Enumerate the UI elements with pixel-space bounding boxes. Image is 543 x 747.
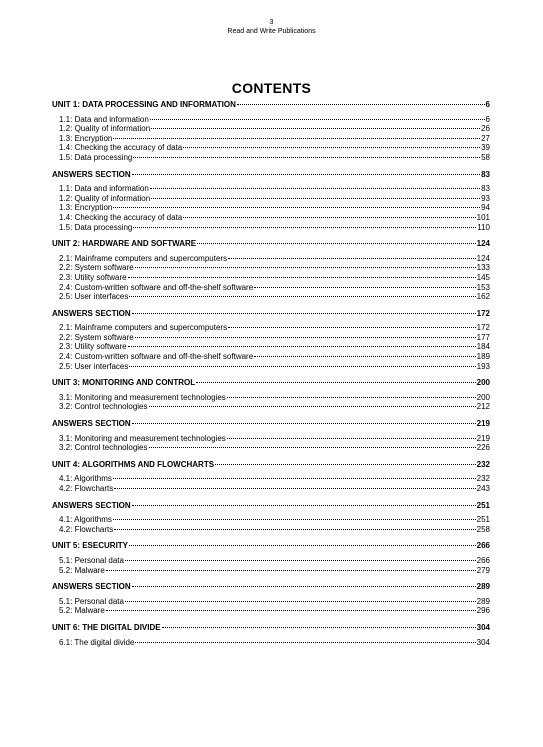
dot-leader xyxy=(149,447,476,448)
toc-entry xyxy=(52,342,490,352)
toc-entry xyxy=(52,134,490,144)
toc-entry-label: 5.1: Personal data xyxy=(59,555,124,565)
toc-page-number: 133 xyxy=(476,263,490,273)
dot-leader xyxy=(237,104,485,105)
dot-leader xyxy=(254,356,475,357)
toc-entry-label: 1.1: Data and information xyxy=(59,114,149,124)
toc-entry-label: 2.1: Mainframe computers and supercomputers xyxy=(59,253,228,263)
toc-section-heading xyxy=(52,170,490,180)
toc-entry-label: 2.3: Utility software xyxy=(59,342,127,352)
toc-entry-label: ANSWERS SECTION xyxy=(52,419,131,429)
toc-entry xyxy=(52,566,490,576)
dot-leader xyxy=(106,570,476,571)
toc-page-number: 189 xyxy=(476,352,490,362)
toc-entry xyxy=(52,203,490,213)
toc-entry xyxy=(52,283,490,293)
toc-entry xyxy=(52,402,490,412)
toc-page-number: 153 xyxy=(476,282,490,292)
dot-leader xyxy=(106,610,476,611)
toc-entry-label: UNIT 3: MONITORING AND CONTROL xyxy=(52,378,196,388)
toc-page-number: 145 xyxy=(476,272,490,282)
toc-page-number: 219 xyxy=(476,433,490,443)
dot-leader xyxy=(113,207,480,208)
dot-leader xyxy=(132,313,476,314)
dot-leader xyxy=(150,188,480,189)
dot-leader xyxy=(197,243,475,244)
dot-leader xyxy=(132,505,476,506)
toc-section-heading xyxy=(52,541,490,551)
dot-leader xyxy=(151,128,480,129)
toc-entry-label: 6.1: The digital divide xyxy=(59,637,135,647)
toc-page-number: 93 xyxy=(481,193,490,203)
toc-entry-label: 1.3: Encryption xyxy=(59,203,113,213)
contents-title: CONTENTS xyxy=(231,80,312,96)
dot-leader xyxy=(129,545,476,546)
toc-entry-label: UNIT 6: THE DIGITAL DIVIDE xyxy=(52,622,161,632)
toc-entry xyxy=(52,515,490,525)
toc-section-heading xyxy=(52,623,490,633)
toc-entry-label: 1.4: Checking the accuracy of data xyxy=(59,212,183,222)
toc-entry-label: UNIT 4: ALGORITHMS AND FLOWCHARTS xyxy=(52,459,215,469)
toc-page-number: 172 xyxy=(476,308,490,318)
toc-entry xyxy=(52,184,490,194)
dot-leader xyxy=(125,560,476,561)
dot-leader xyxy=(151,198,480,199)
toc-entry xyxy=(52,443,490,453)
dot-leader xyxy=(113,138,480,139)
dot-leader xyxy=(135,267,476,268)
toc-page-number: 279 xyxy=(476,565,490,575)
toc-entry-label: 1.1: Data and information xyxy=(59,184,149,194)
toc-entry-label: 1.4: Checking the accuracy of data xyxy=(59,143,183,153)
dot-leader xyxy=(228,327,476,328)
toc-page-number: 26 xyxy=(481,124,490,134)
dot-leader xyxy=(125,601,476,602)
toc-page-number: 289 xyxy=(476,582,490,592)
toc-page-number: 83 xyxy=(481,184,490,194)
dot-leader xyxy=(129,296,475,297)
toc-page-number: 200 xyxy=(476,392,490,402)
dot-leader xyxy=(113,519,476,520)
toc-entry-label: UNIT 5: ESECURITY xyxy=(52,541,129,551)
toc-entry-label: 2.5: User interfaces xyxy=(59,292,129,302)
toc-page-number: 124 xyxy=(476,253,490,263)
toc-page-number: 184 xyxy=(476,342,490,352)
toc-entry xyxy=(52,292,490,302)
toc-section-heading xyxy=(52,239,490,249)
toc-entry-label: 2.4: Custom-written software and off-the-shelf software xyxy=(59,352,254,362)
toc-page-number: 110 xyxy=(477,222,490,232)
dot-leader xyxy=(132,174,480,175)
toc-page-number: 6 xyxy=(485,114,490,124)
dot-leader xyxy=(132,423,476,424)
toc-page-number: 101 xyxy=(476,212,490,222)
toc-entry xyxy=(52,273,490,283)
toc-page-number: 243 xyxy=(476,484,490,493)
toc-entry-label: 1.2: Quality of information xyxy=(59,193,151,203)
toc-entry-label: ANSWERS SECTION xyxy=(52,500,131,510)
toc-page-number: 251 xyxy=(476,500,490,510)
toc-entry xyxy=(52,597,490,607)
toc-page-number: 219 xyxy=(476,419,490,429)
toc-page-number: 232 xyxy=(476,459,490,469)
toc-entry-label: 1.5: Data processing xyxy=(59,152,133,162)
toc-entry-label: ANSWERS SECTION xyxy=(52,582,131,592)
toc-entry-label: 2.3: Utility software xyxy=(59,272,127,282)
dot-leader xyxy=(227,397,476,398)
dot-leader xyxy=(128,277,476,278)
dot-leader xyxy=(135,337,476,338)
toc-page-number: 304 xyxy=(476,637,490,647)
toc-entry xyxy=(52,323,490,333)
dot-leader xyxy=(132,586,476,587)
toc-entry-label: 1.2: Quality of information xyxy=(59,124,151,134)
toc-section-heading xyxy=(52,100,490,110)
toc-entry xyxy=(52,333,490,343)
toc-page-number: 58 xyxy=(481,152,490,162)
toc-section-heading xyxy=(52,419,490,429)
toc-entry-label: UNIT 2: HARDWARE AND SOFTWARE xyxy=(52,239,197,249)
dot-leader xyxy=(227,438,476,439)
page-number: 3 xyxy=(269,19,274,26)
toc-entry-label: 4.1: Algorithms xyxy=(59,515,112,525)
toc-entry xyxy=(52,484,490,494)
toc-entry-label: 5.2: Malware xyxy=(59,606,105,616)
toc-entry xyxy=(52,525,490,535)
toc-entry xyxy=(52,115,490,125)
toc-page-number: 296 xyxy=(476,606,490,616)
publisher-name: Read and Write Publications xyxy=(227,28,316,35)
toc-entry-label: 2.1: Mainframe computers and supercomputers xyxy=(59,323,228,333)
toc-section-heading xyxy=(52,309,490,319)
dot-leader xyxy=(150,119,485,120)
toc-page-number: 266 xyxy=(476,541,490,551)
toc-page-number: 266 xyxy=(476,555,490,565)
toc-page-number: 304 xyxy=(476,622,490,632)
toc-entry xyxy=(52,213,490,223)
toc-page-number: 162 xyxy=(476,292,490,302)
toc-entry xyxy=(52,393,490,403)
dot-leader xyxy=(196,382,476,383)
toc-entry-label: 4.2: Flowcharts xyxy=(59,484,114,493)
toc-entry-label: 4.2: Flowcharts xyxy=(59,524,114,534)
dot-leader xyxy=(114,529,475,530)
toc-entry-label: 2.2: System software xyxy=(59,332,134,342)
toc-entry-label: 3.1: Monitoring and measurement technologies xyxy=(59,392,226,402)
dot-leader xyxy=(183,217,475,218)
toc-entry-label: 2.2: System software xyxy=(59,263,134,273)
toc-entry xyxy=(52,254,490,264)
toc-page-number: 172 xyxy=(476,323,490,333)
toc-section-heading xyxy=(52,378,490,388)
toc-page-number: 177 xyxy=(476,332,490,342)
toc-entry-label: 4.1: Algorithms xyxy=(59,474,112,484)
toc-entry-label: ANSWERS SECTION xyxy=(52,169,131,179)
toc-entry xyxy=(52,474,490,484)
toc-page-number: 289 xyxy=(476,596,490,606)
toc-entry-label: 1.5: Data processing xyxy=(59,222,133,232)
dot-leader xyxy=(254,287,475,288)
toc-page-number: 193 xyxy=(476,361,490,371)
toc-entry-label: 5.2: Malware xyxy=(59,565,105,575)
toc-entry-label: 5.1: Personal data xyxy=(59,596,124,606)
dot-leader xyxy=(113,478,476,479)
toc-entry xyxy=(52,362,490,372)
dot-leader xyxy=(183,147,480,148)
toc-page-number: 83 xyxy=(481,169,490,179)
toc-entry xyxy=(52,194,490,204)
toc-entry-label: 3.2: Control technologies xyxy=(59,402,148,412)
toc-page-number: 251 xyxy=(476,515,490,525)
toc-entry xyxy=(52,556,490,566)
toc-entry-label: 3.2: Control technologies xyxy=(59,443,148,453)
toc-entry-label: ANSWERS SECTION xyxy=(52,308,131,318)
toc-section-heading xyxy=(52,460,490,470)
toc-entry xyxy=(52,263,490,273)
toc-page-number: 200 xyxy=(476,378,490,388)
toc-page-number: 212 xyxy=(476,402,490,412)
dot-leader xyxy=(128,346,476,347)
dot-leader xyxy=(162,627,476,628)
toc-entry-label: 1.3: Encryption xyxy=(59,133,113,143)
toc-entry-label: UNIT 1: DATA PROCESSING AND INFORMATION xyxy=(52,100,236,109)
toc-page-number: 124 xyxy=(476,239,490,249)
toc-entry xyxy=(52,124,490,134)
dot-leader xyxy=(215,464,476,465)
toc-entry xyxy=(52,153,490,163)
dot-leader xyxy=(228,258,476,259)
toc-entry xyxy=(52,606,490,616)
dot-leader xyxy=(135,642,475,643)
toc-entry xyxy=(52,223,490,233)
toc-entry xyxy=(52,143,490,153)
toc-entry xyxy=(52,434,490,444)
toc-entry-label: 2.4: Custom-written software and off-the-shelf software xyxy=(59,282,254,292)
toc-entry-label: 3.1: Monitoring and measurement technologies xyxy=(59,433,226,443)
toc-page-number: 39 xyxy=(481,143,490,153)
dot-leader xyxy=(133,157,480,158)
toc-page-number: 258 xyxy=(476,524,490,534)
toc-section-heading xyxy=(52,501,490,511)
toc-page-number: 232 xyxy=(476,474,490,484)
table-of-contents xyxy=(52,100,490,647)
toc-page-number: 6 xyxy=(485,100,490,109)
dot-leader xyxy=(149,406,476,407)
toc-entry xyxy=(52,638,490,648)
toc-entry-label: 2.5: User interfaces xyxy=(59,361,129,371)
dot-leader xyxy=(133,227,476,228)
dot-leader xyxy=(114,488,475,489)
dot-leader xyxy=(129,366,475,367)
toc-entry xyxy=(52,352,490,362)
toc-page-number: 27 xyxy=(481,133,490,143)
toc-page-number: 94 xyxy=(481,203,490,213)
toc-page-number: 226 xyxy=(476,443,490,453)
toc-section-heading xyxy=(52,582,490,592)
